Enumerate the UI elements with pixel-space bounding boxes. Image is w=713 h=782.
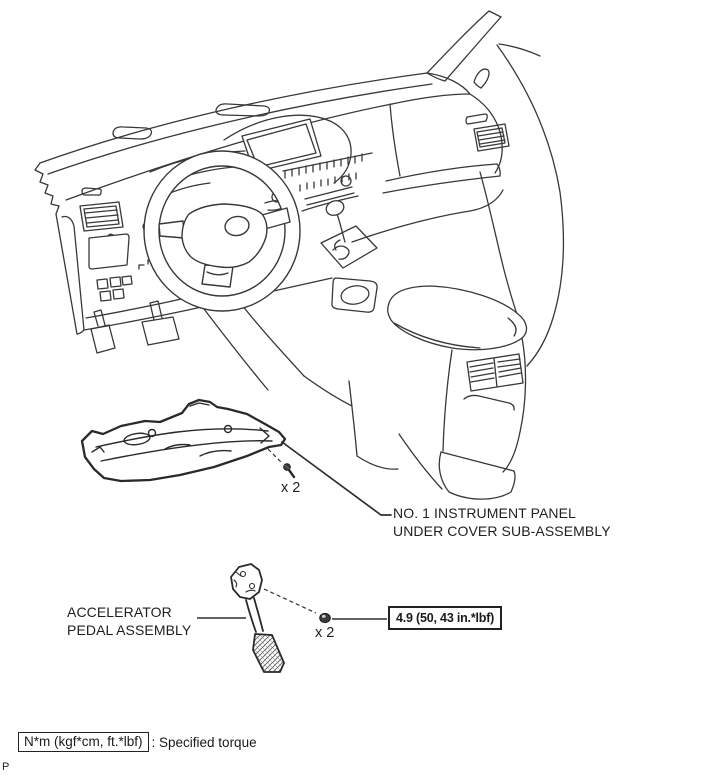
torque-legend — [18, 732, 257, 752]
screw-icon — [284, 464, 294, 477]
screw-callout — [268, 449, 294, 477]
a-pillar — [427, 11, 501, 81]
switch-bank — [97, 276, 132, 301]
steering-wheel — [144, 151, 300, 311]
screw-quantity-label: x 2 — [281, 480, 301, 496]
dashed-leader-line — [268, 449, 283, 464]
under-cover-label — [393, 504, 611, 540]
accelerator-pedal-label-line1: ACCELERATOR — [67, 604, 172, 620]
nut-quantity-label: x 2 — [315, 625, 335, 641]
driver-side-vent — [80, 202, 123, 231]
car-interior-drawing — [35, 11, 564, 499]
wiper-arm — [474, 69, 489, 88]
accelerator-pedal-label — [67, 603, 191, 639]
torque-legend-text: : Specified torque — [151, 734, 257, 750]
torque-unit-box: N*m (kgf*cm, ft.*lbf) — [18, 732, 149, 752]
cup-holder — [332, 278, 377, 312]
dashed-leader-line — [264, 589, 316, 613]
page-marker: P — [2, 761, 10, 773]
gear-shifter — [321, 198, 377, 268]
under-cover-drawing — [82, 400, 285, 481]
pedal-pad — [253, 634, 284, 672]
under-cover-label-line1: NO. 1 INSTRUMENT PANEL — [393, 505, 576, 521]
under-cover-label-line2: UNDER COVER SUB-ASSEMBLY — [393, 523, 611, 539]
leader-line-under-cover — [282, 442, 391, 515]
cowl-line — [40, 73, 427, 163]
fuse-panel — [89, 234, 129, 269]
torque-spec-box: 4.9 (50, 43 in.*lbf) — [388, 606, 502, 630]
nut-icon — [320, 613, 331, 622]
console-rear — [439, 338, 525, 499]
armrest — [388, 286, 527, 350]
accelerator-pedal-label-line2: PEDAL ASSEMBLY — [67, 622, 192, 638]
